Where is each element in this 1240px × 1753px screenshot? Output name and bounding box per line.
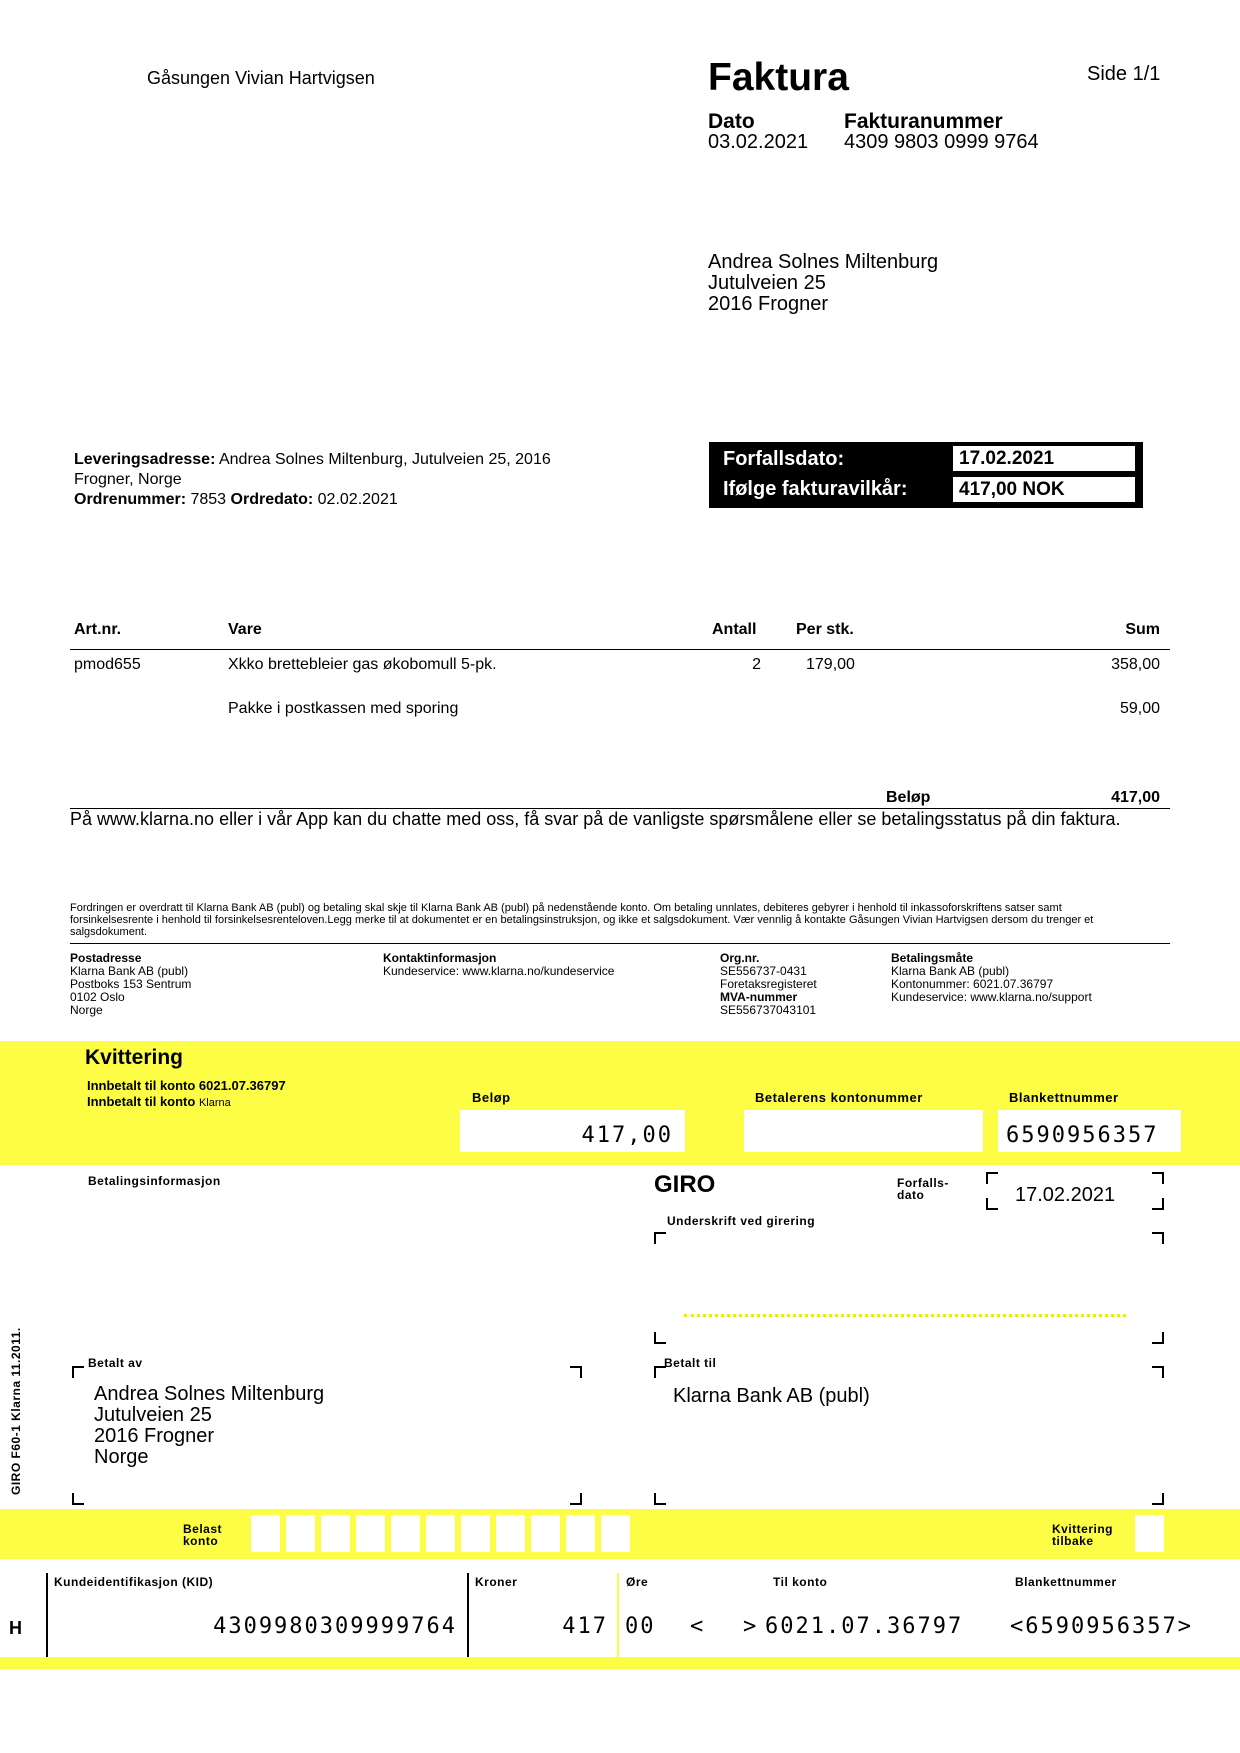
table-row [0,656,1240,680]
post-line: Norge [70,1003,103,1017]
form-number-label-2: Blankettnummer [1015,1575,1117,1589]
footer-divider [70,943,1170,944]
col-header-sum: Sum [1125,621,1160,638]
footer-payment [891,952,1092,1004]
corner-mark [570,1366,582,1378]
amount-field[interactable]: 417,00 [460,1110,685,1152]
ore-label: Øre [626,1575,649,1589]
due-date-label: Forfallsdato: [723,448,845,470]
kroner-label: Kroner [475,1575,518,1589]
paid-by-address [94,1384,324,1468]
org-label: Org.nr. [720,951,760,965]
post-label: Postadresse [70,951,142,965]
corner-mark [986,1198,998,1210]
corner-mark [654,1493,666,1505]
corner-mark [1152,1366,1164,1378]
corner-mark [654,1232,666,1244]
order-date-label: Ordredato: [230,491,314,508]
ore-divider [617,1573,619,1657]
digit-box[interactable] [566,1515,595,1552]
footer-contact [383,952,614,978]
corner-mark [654,1332,666,1344]
delivery-address-value-2: Frogner, Norge [74,471,182,488]
payment-method-label: Betalingsmåte [891,951,974,965]
post-line: Postboks 153 Sentrum [70,977,192,991]
kid-divider [46,1573,48,1657]
delivery-address-label: Leveringsadresse: [74,451,216,468]
receipt-back-line1: Kvittering [1052,1522,1114,1536]
row-sum: 358,00 [1111,656,1160,673]
amount-label: Beløp [472,1090,511,1105]
h-mark: H [9,1618,22,1638]
corner-mark [570,1493,582,1505]
post-line: 0102 Oslo [70,990,125,1004]
form-number-value-2: <6590956357> [1010,1614,1193,1639]
digit-box[interactable] [391,1515,420,1552]
payer-account-field[interactable] [744,1110,983,1152]
recipient-address [708,252,938,315]
digit-box[interactable] [321,1515,350,1552]
payment-line: Kundeservice: www.klarna.no/support [891,990,1092,1004]
row-item: Xkko brettebleier gas økobomull 5-pk. [228,656,497,673]
digit-box[interactable] [601,1515,630,1552]
contact-label: Kontaktinformasjon [383,951,497,965]
paid-by-line: 2016 Frogner [94,1425,215,1447]
seller-name: Gåsungen Vivian Hartvigsen [147,68,375,88]
kid-label: Kundeidentifikasjon (KID) [54,1575,214,1589]
row-artnr: pmod655 [74,656,141,673]
due-date-label-giro [897,1177,949,1201]
invoice-number-label: Fakturanummer [844,110,1003,133]
paid-to-account-small: Klarna [198,1097,231,1109]
contact-line: Kundeservice: www.klarna.no/kundeservice [383,964,615,978]
corner-mark [1152,1332,1164,1344]
kid-value: 4309980309999764 [213,1614,457,1639]
payer-account-label: Betalerens kontonummer [755,1090,923,1105]
paid-by-line: Jutulveien 25 [94,1404,212,1426]
digit-box[interactable] [251,1515,280,1552]
corner-mark [72,1493,84,1505]
paid-to-value: Klarna Bank AB (publ) [673,1385,870,1407]
info-text: På www.klarna.no eller i vår App kan du chatte med oss, få svar på de vanligste spørsmålene eller se betalingsstatus på din faktura. [70,809,1121,829]
row-qty: 2 [752,656,761,673]
recipient-name: Andrea Solnes Miltenburg [708,251,939,273]
footer-post [70,952,191,1017]
digit-box[interactable] [461,1515,490,1552]
org-value: SE556737-0431 [720,964,807,978]
paid-by-line: Norge [94,1446,149,1468]
corner-mark [1152,1493,1164,1505]
form-number-label: Blankettnummer [1009,1090,1119,1105]
account-arrows: < > [690,1614,757,1639]
digit-box[interactable] [426,1515,455,1552]
legal-text: Fordringen er overdratt til Klarna Bank AB (publ) og betaling skal skje til Klarna Bank AB (publ) på nedenstående konto. Om betaling unnlates, debiteres gebyrer i henhold til inkassoforskriftens satser samt forsinkelsesrente i henhold til forsinkelsesrenteloven.Legg merke til at dokumentet er en betalingsinstruksjon, og ikke et salgsdokument. Vær vennlig å kontakte Gåsungen Vivian Hartvigsen dersom du trenger et salgsdokument. [70,902,1094,938]
recipient-city: 2016 Frogner [708,293,829,315]
debit-account-label [183,1523,222,1547]
paid-to-account-label-2: Innbetalt til konto [87,1094,196,1109]
row-item: Pakke i postkassen med sporing [228,700,459,717]
org-register: Foretaksregisteret [720,977,817,991]
table-header-divider [70,649,1170,650]
terms-label: Ifølge fakturavilkår: [723,478,908,500]
paid-by-line: Andrea Solnes Miltenburg [94,1383,325,1405]
debit-label-line1: Belast [183,1522,223,1536]
corner-mark [1152,1198,1164,1210]
payment-info-label: Betalingsinformasjon [88,1174,221,1188]
to-account-label: Til konto [773,1575,828,1589]
form-side-text: GIRO F60-1 Klarna 11.2011. [9,1327,23,1495]
col-header-qty: Antall [712,621,757,638]
date-label: Dato [708,110,755,133]
order-date: 02.02.2021 [317,491,398,508]
terms-value: 417,00 NOK [953,477,1135,502]
corner-mark [986,1172,998,1184]
document-title: Faktura [708,56,849,99]
col-header-artnr: Art.nr. [74,621,122,638]
order-number-label: Ordrenummer: [74,491,187,508]
row-unit: 179,00 [806,656,855,673]
delivery-info [74,450,634,510]
due-date-value: 17.02.2021 [953,446,1135,471]
corner-mark [654,1366,666,1378]
mva-value: SE556737043101 [720,1003,817,1017]
mva-label: MVA-nummer [720,990,798,1004]
digit-box[interactable] [356,1515,385,1552]
due-box [709,442,1143,508]
payment-line: Kontonummer: 6021.07.36797 [891,977,1054,991]
kroner-divider [467,1573,469,1657]
invoice-number: 4309 9803 0999 9764 [844,131,1039,153]
due-label-line2: dato [897,1188,925,1202]
payment-line: Klarna Bank AB (publ) [891,964,1010,978]
table-row [0,700,1240,724]
corner-mark [72,1366,84,1378]
recipient-street: Jutulveien 25 [708,272,826,294]
signature-line[interactable] [684,1314,1126,1317]
order-number: 7853 [190,491,227,508]
post-line: Klarna Bank AB (publ) [70,964,189,978]
debit-label-line2: konto [183,1534,219,1548]
col-header-unit: Per stk. [796,621,854,638]
receipt-back-checkbox[interactable] [1135,1515,1164,1552]
page-indicator: Side 1/1 [1087,63,1161,85]
delivery-address-value: Andrea Solnes Miltenburg, Jutulveien 25, 2016 [218,451,551,468]
giro-bottom-band [0,1657,1240,1669]
signature-label: Underskrift ved girering [667,1214,816,1228]
giro-title: GIRO [654,1171,716,1198]
paid-to-account-label: Innbetalt til konto 6021.07.36797 [87,1078,286,1093]
total-label: Beløp [886,789,931,806]
receipt-back-label [1052,1523,1113,1547]
form-number-field[interactable]: 6590956357 [998,1110,1181,1152]
receipt-title: Kvittering [85,1046,184,1069]
footer-org [720,952,817,1017]
paid-by-label: Betalt av [88,1356,143,1370]
corner-mark [1152,1172,1164,1184]
to-account-value: 6021.07.36797 [765,1614,964,1639]
col-header-item: Vare [228,621,262,638]
paid-to-label: Betalt til [664,1356,717,1370]
ore-value: 00 [625,1614,656,1639]
paid-to-account-line2 [87,1094,231,1109]
digit-box[interactable] [531,1515,560,1552]
kroner-value: 417 [562,1614,608,1639]
digit-box[interactable] [496,1515,525,1552]
receipt-back-line2: tilbake [1052,1534,1094,1548]
corner-mark [1152,1232,1164,1244]
total-value: 417,00 [1111,789,1160,806]
debit-account-boxes[interactable] [251,1515,630,1552]
giro-due-date: 17.02.2021 [1015,1184,1116,1206]
due-label-line1: Forfalls- [897,1176,949,1190]
invoice-date: 03.02.2021 [708,131,809,153]
digit-box[interactable] [286,1515,315,1552]
row-sum: 59,00 [1119,700,1160,717]
